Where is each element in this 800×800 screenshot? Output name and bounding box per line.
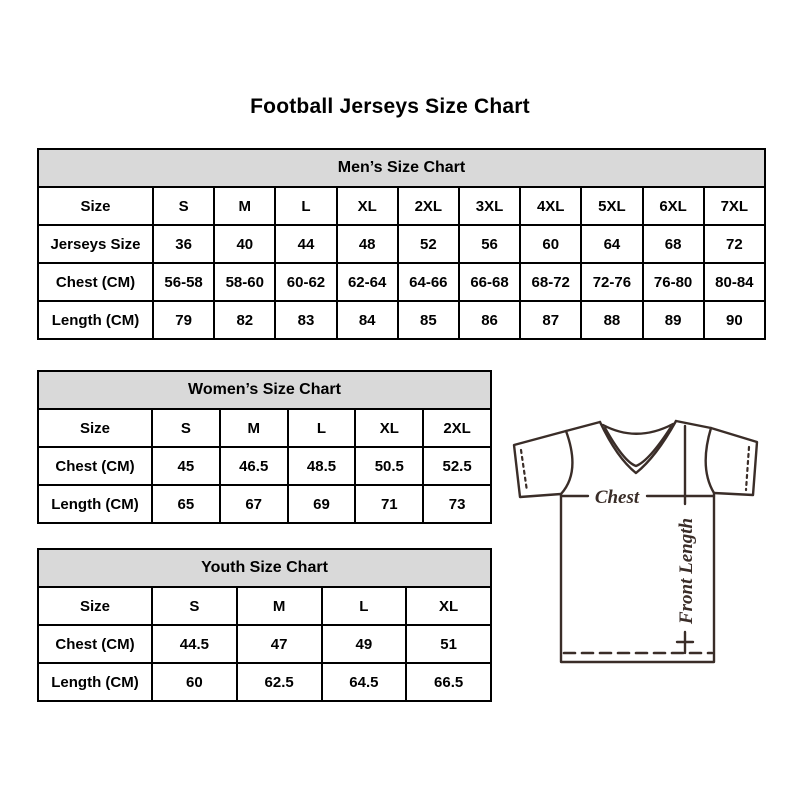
size-cell: 65: [152, 485, 220, 523]
youth-table-title: Youth Size Chart: [38, 549, 491, 587]
table-title-row: [38, 371, 491, 409]
jersey-right-sleeve: [711, 428, 757, 495]
table-row: [38, 485, 491, 523]
table-row: [38, 663, 491, 701]
size-cell: 4XL: [520, 187, 581, 225]
size-cell: 64: [581, 225, 642, 263]
size-cell: 56-58: [153, 263, 214, 301]
size-cell: 45: [152, 447, 220, 485]
table-row: [38, 225, 765, 263]
size-cell: 50.5: [355, 447, 423, 485]
table-row: [38, 447, 491, 485]
size-cell: L: [288, 409, 356, 447]
size-cell: 85: [398, 301, 459, 339]
table-row: [38, 625, 491, 663]
size-cell: 64-66: [398, 263, 459, 301]
row-label: Chest (CM): [38, 447, 152, 485]
size-cell: 86: [459, 301, 520, 339]
row-label: Jerseys Size: [38, 225, 153, 263]
table-title-row: [38, 549, 491, 587]
size-cell: 90: [704, 301, 765, 339]
size-cell: 44.5: [152, 625, 237, 663]
size-cell: 84: [337, 301, 398, 339]
size-cell: 48.5: [288, 447, 356, 485]
womens-size-chart-table: [37, 370, 492, 524]
size-cell: 49: [322, 625, 407, 663]
mens-table-title: Men’s Size Chart: [38, 149, 765, 187]
size-cell: 44: [275, 225, 336, 263]
size-cell: 69: [288, 485, 356, 523]
row-label: Length (CM): [38, 485, 152, 523]
size-cell: 3XL: [459, 187, 520, 225]
table-row: [38, 301, 765, 339]
size-cell: 87: [520, 301, 581, 339]
mens-size-chart-table: [37, 148, 766, 340]
size-cell: M: [214, 187, 275, 225]
row-label: Size: [38, 409, 152, 447]
size-cell: 56: [459, 225, 520, 263]
size-cell: XL: [355, 409, 423, 447]
size-cell: 71: [355, 485, 423, 523]
size-cell: 62-64: [337, 263, 398, 301]
size-cell: 60-62: [275, 263, 336, 301]
size-cell: 2XL: [423, 409, 491, 447]
size-cell: 89: [643, 301, 704, 339]
row-label: Size: [38, 587, 152, 625]
size-cell: 83: [275, 301, 336, 339]
size-cell: XL: [337, 187, 398, 225]
size-cell: 79: [153, 301, 214, 339]
row-label: Chest (CM): [38, 263, 153, 301]
size-cell: 51: [406, 625, 491, 663]
size-cell: 58-60: [214, 263, 275, 301]
row-label: Chest (CM): [38, 625, 152, 663]
size-cell: 46.5: [220, 447, 288, 485]
size-cell: 60: [520, 225, 581, 263]
jersey-measurement-diagram: [500, 400, 770, 680]
size-cell: M: [237, 587, 322, 625]
size-cell: 6XL: [643, 187, 704, 225]
row-label: Length (CM): [38, 301, 153, 339]
youth-size-chart-table: [37, 548, 492, 702]
front-length-label: Front Length: [676, 517, 697, 625]
size-cell: 5XL: [581, 187, 642, 225]
size-cell: 66.5: [406, 663, 491, 701]
size-cell: 66-68: [459, 263, 520, 301]
table-row: [38, 409, 491, 447]
table-row: [38, 587, 491, 625]
table-row: [38, 187, 765, 225]
chest-label: Chest: [594, 487, 640, 508]
size-cell: M: [220, 409, 288, 447]
size-cell: 72: [704, 225, 765, 263]
size-cell: 52.5: [423, 447, 491, 485]
size-cell: 52: [398, 225, 459, 263]
jersey-left-sleeve: [514, 431, 566, 497]
size-cell: S: [152, 587, 237, 625]
size-cell: 68-72: [520, 263, 581, 301]
size-cell: L: [322, 587, 407, 625]
table-title-row: [38, 149, 765, 187]
left-cuff-dotted-line: [521, 450, 527, 491]
size-cell: 7XL: [704, 187, 765, 225]
row-label: Size: [38, 187, 153, 225]
row-label: Length (CM): [38, 663, 152, 701]
right-cuff-dotted-line: [746, 447, 749, 490]
table-row: [38, 263, 765, 301]
size-cell: 82: [214, 301, 275, 339]
size-cell: 73: [423, 485, 491, 523]
page-title: Football Jerseys Size Chart: [250, 95, 530, 118]
size-cell: 48: [337, 225, 398, 263]
size-cell: 64.5: [322, 663, 407, 701]
size-cell: 76-80: [643, 263, 704, 301]
size-cell: 2XL: [398, 187, 459, 225]
collar-band-line: [603, 424, 673, 434]
womens-table-title: Women’s Size Chart: [38, 371, 491, 409]
size-cell: XL: [406, 587, 491, 625]
size-cell: 36: [153, 225, 214, 263]
size-cell: 47: [237, 625, 322, 663]
size-cell: S: [153, 187, 214, 225]
size-cell: 88: [581, 301, 642, 339]
size-cell: 67: [220, 485, 288, 523]
size-cell: 80-84: [704, 263, 765, 301]
size-cell: S: [152, 409, 220, 447]
size-cell: 60: [152, 663, 237, 701]
size-cell: 40: [214, 225, 275, 263]
size-cell: 62.5: [237, 663, 322, 701]
size-cell: L: [275, 187, 336, 225]
size-cell: 72-76: [581, 263, 642, 301]
size-cell: 68: [643, 225, 704, 263]
